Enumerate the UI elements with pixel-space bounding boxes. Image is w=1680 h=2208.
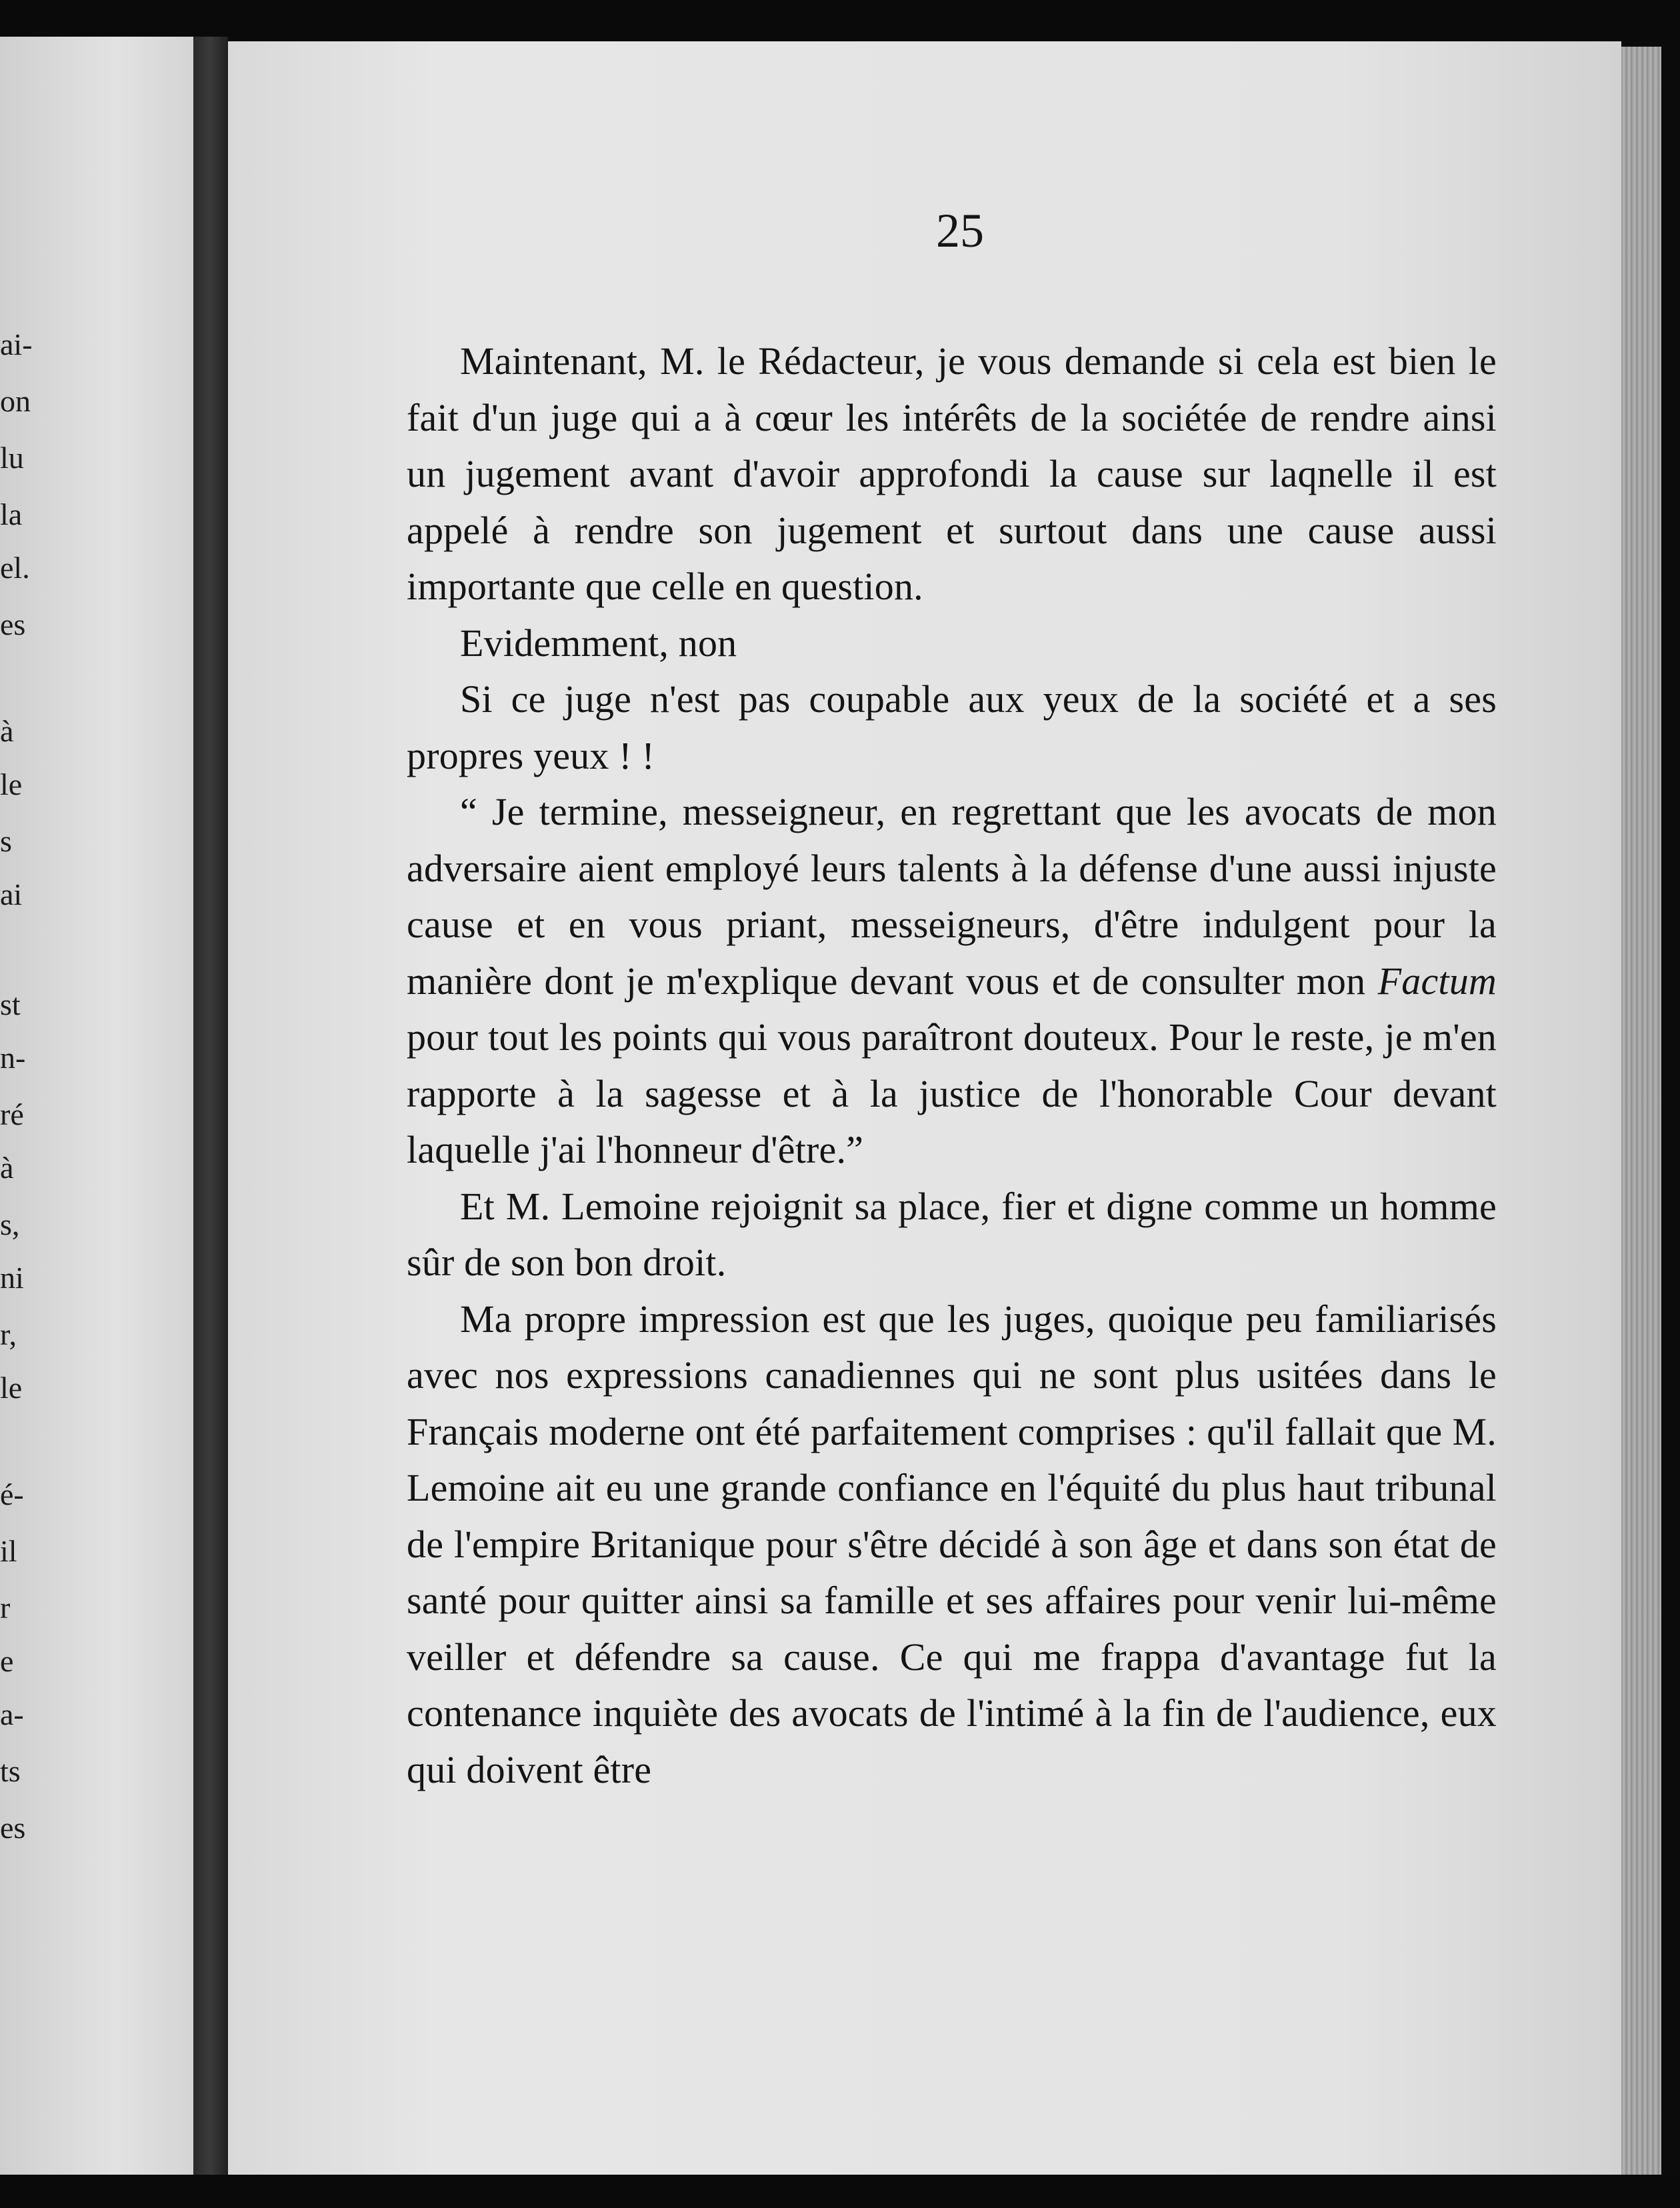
paragraph-quote: [407, 784, 1497, 1179]
book-gutter: [193, 37, 228, 2180]
left-page-text-fragment: ts: [0, 1754, 21, 1788]
left-page-text-fragment: r: [0, 1591, 11, 1625]
left-page-text-fragment: il: [0, 1534, 17, 1568]
left-page-edge: [0, 37, 193, 2180]
left-page-text-fragment: s,: [0, 1207, 20, 1241]
paragraph: Ma propre impression est que les juges, quoique peu familiarisés avec nos expressions canadiennes qui ne sont plus usitées dans le Français moderne ont été parfaitement comprises : qu'il fallait que M. Lemoine ait eu une grande confiance en l'équité du plus haut tribunal de l'empire Britanique pour s'être décidé à son âge et dans son état de santé pour quitter ainsi sa famille et ses affaires pour venir lui-même veiller et défendre sa cause. Ce qui me frappa d'avantage fut la contenance inquiète des avocats de l'intimé à la fin de l'audience, eux qui doivent être: [407, 1297, 1497, 1791]
paragraph: Si ce juge n'est pas coupable aux yeux de la société et a ses propres yeux ! !: [407, 677, 1497, 777]
left-page-text-fragment: à: [0, 714, 14, 748]
left-page-text-fragment: s: [0, 824, 12, 858]
paragraph: Evidemment, non: [460, 621, 737, 665]
left-page-text-fragment: el.: [0, 551, 30, 585]
left-page-text-fragment: le: [0, 767, 23, 801]
quote-text: “ Je termine, messeigneur, en regrettant que les avocats de mon adversaire aient employé leurs talents à la défense d'une aussi injuste cause et en vous priant, messeigneurs, d'être indulgent pour la manière dont je m'explique devant vous et de consulter mon: [407, 790, 1497, 1003]
paragraph: Maintenant, M. le Rédacteur, je vous demande si cela est bien le fait d'un juge qui a à cœur les intérêts de la sociétée de rendre ainsi un jugement avant d'avoir approfondi la cause sur laqnelle il est appelé à rendre son jugement et surtout dans une cause aussi importante que celle en question.: [407, 339, 1497, 608]
factum-word: Factum: [1377, 959, 1497, 1003]
page-number: 25: [936, 204, 984, 257]
left-page-text-fragment: es: [0, 1811, 26, 1845]
left-page-text-fragment: a-: [0, 1697, 24, 1731]
left-page-text-fragment: on: [0, 384, 31, 418]
page-stack-edge: [1621, 47, 1661, 2177]
left-page-text-fragment: é-: [0, 1477, 24, 1511]
paragraph: Et M. Lemoine rejoignit sa place, fier et digne comme un homme sûr de son bon droit.: [407, 1184, 1497, 1284]
left-page-text-fragment: ai-: [0, 327, 33, 361]
left-page-text-fragment: e: [0, 1644, 14, 1678]
left-page-text-fragment: st: [0, 987, 21, 1021]
left-page-text-fragment: n-: [0, 1041, 26, 1075]
left-page-text-fragment: ré: [0, 1097, 24, 1131]
scan-border-bottom: [0, 2175, 1680, 2208]
left-page-text-fragment: ai: [0, 877, 23, 911]
left-page-text-fragment: le: [0, 1371, 23, 1405]
left-page-text-fragment: r,: [0, 1317, 17, 1351]
left-page-text-fragment: lu: [0, 441, 24, 475]
body-text: [407, 333, 1497, 1798]
left-page-text-fragment: ni: [0, 1261, 24, 1295]
quote-text-end: pour tout les points qui vous paraîtront douteux. Pour le reste, je m'en rapporte à la sagesse et à la justice de l'honorable Cour devant laquelle j'ai l'honneur d'être.”: [407, 1015, 1497, 1171]
left-page-text-fragment: es: [0, 607, 26, 641]
scan-border-top: [0, 0, 1680, 40]
left-page-text-fragment: à: [0, 1151, 14, 1185]
left-page-text-fragment: la: [0, 497, 23, 531]
